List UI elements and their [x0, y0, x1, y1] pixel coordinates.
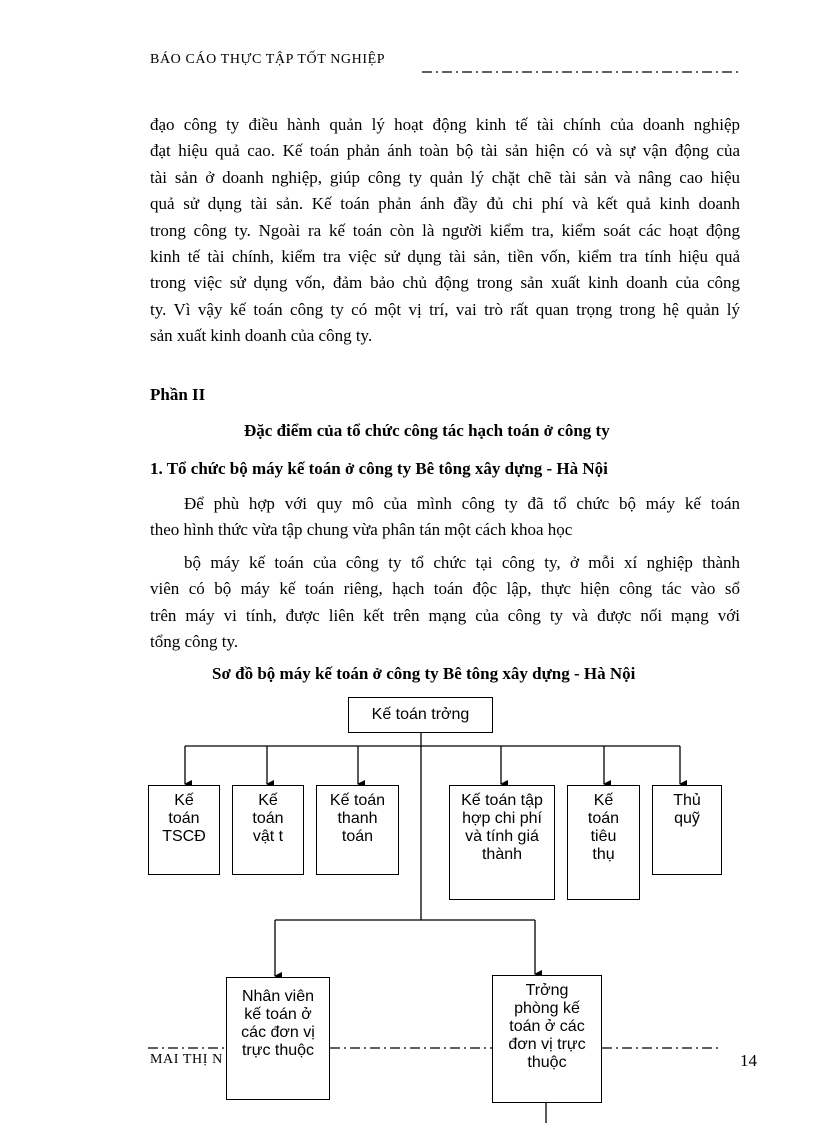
part-heading: Phần II — [150, 385, 206, 404]
org-box-line: Nhân viên — [241, 988, 315, 1005]
paragraph-2 — [150, 491, 740, 544]
org-box-sales — [567, 785, 640, 900]
paragraph-3 — [150, 550, 740, 656]
text-line: trong việc sử dụng vốn, đảm bảo chủ động trong sản xuất kinh doanh của công — [150, 273, 740, 293]
diagram-title: Sơ đồ bộ máy kế toán ở công ty Bê tông xây dựng - Hà Nội — [212, 664, 636, 683]
org-box-materials — [232, 785, 304, 875]
org-box-line: thanh — [337, 810, 378, 827]
org-box-line: vật t — [252, 828, 284, 845]
org-box-line: thành — [481, 846, 523, 863]
org-box-line: thuộc — [527, 1054, 567, 1071]
org-box-fixed-assets — [148, 785, 220, 875]
text-line: theo hình thức vừa tập chung vừa phân tán một cách khoa học — [150, 520, 573, 540]
org-box-line: Kế toán tập — [461, 792, 543, 809]
text-line: tài sản ở doanh nghiệp, giúp công ty quản lý chặt chẽ tài sản và nâng cao hiệu — [150, 167, 740, 187]
org-box-unit-chief — [492, 975, 602, 1103]
org-box-unit-accountants — [226, 977, 330, 1100]
org-box-line: và tính giá — [465, 828, 539, 845]
org-box-payment — [316, 785, 399, 875]
text-line: trên máy vi tính, được liên kết trên mạng của công ty và được nối mạng với — [150, 605, 740, 625]
org-box-line: các đơn vị — [241, 1024, 315, 1041]
text-line: Để phù hợp với quy mô của mình công ty đã tổ chức bộ máy kế toán — [184, 494, 740, 513]
text-line: quả sử dụng tài sản. Kế toán phản ánh đầy đủ chi phí và kết quả kinh doanh — [150, 194, 740, 214]
text-line: viên có bộ máy kế toán riêng, hạch toán độc lập, thực hiện công tác vào sổ — [150, 579, 740, 599]
text-line: bộ máy kế toán của công ty tổ chức tại công ty, ở mỗi xí nghiệp thành — [184, 553, 740, 572]
org-box-line: Kế toán — [329, 792, 386, 809]
org-box-line: kế toán ở — [244, 1006, 312, 1023]
intro-paragraph — [150, 112, 740, 350]
page-number: 14 — [740, 1051, 757, 1070]
org-box-cashier — [652, 785, 722, 875]
org-box-line: Kế — [593, 792, 614, 809]
org-box-line: phòng kế — [514, 1000, 580, 1017]
org-box-line: toán — [587, 810, 620, 827]
org-box-line: toán ở các — [509, 1018, 585, 1035]
running-header-title: BÁO CÁO THỰC TẬP TỐT NGHIỆP — [150, 52, 386, 67]
text-line: ty. Vì vậy kế toán công ty có một vị trí, vai trò rất quan trọng trong hệ quản lý — [150, 299, 740, 319]
org-box-label: Kế toán trởng — [371, 706, 470, 723]
text-line: kinh tế tài chính, kiểm tra việc sử dụng tài sản, tiền vốn, kiểm tra tính hiệu quả — [150, 247, 740, 267]
org-box-line: thụ — [592, 846, 615, 863]
org-box-line: toán — [168, 810, 200, 827]
org-box-line: Trởng — [525, 982, 569, 999]
org-box-line: toán — [341, 828, 374, 845]
org-box-line: trực thuộc — [241, 1042, 315, 1059]
text-line: trong công ty. Ngoài ra kế toán còn là người kiểm tra, kiểm soát các hoạt động — [150, 220, 740, 240]
org-box-line: toán — [252, 810, 284, 827]
text-line: đạt hiệu quả cao. Kế toán phản ánh toàn bộ tài sản hiện có và sự vận động của — [150, 141, 740, 161]
org-box-chief-accountant — [348, 697, 493, 733]
org-box-line: Kế — [174, 792, 194, 809]
footer-author-name: MAI THỊ N — [150, 1052, 223, 1067]
subsection-title: 1. Tổ chức bộ máy kế toán ở công ty Bê tông xây dựng - Hà Nội — [150, 459, 608, 478]
text-line: đạo công ty điều hành quản lý hoạt động kinh tế tài chính của doanh nghiệp — [150, 115, 740, 134]
text-line: tổng công ty. — [150, 632, 239, 652]
org-box-line: Thủ — [673, 792, 701, 809]
org-box-line: đơn vị trực — [508, 1036, 586, 1053]
org-box-cost-aggregation — [449, 785, 555, 900]
text-line: sản xuất kinh doanh của công ty. — [150, 326, 373, 346]
org-box-line: TSCĐ — [162, 828, 206, 845]
section-title: Đặc điểm của tổ chức công tác hạch toán ở công ty — [244, 421, 610, 440]
org-box-line: hợp chi phí — [462, 810, 542, 827]
org-box-line: Kế — [258, 792, 278, 809]
org-box-line: quỹ — [674, 810, 700, 827]
org-box-line: tiêu — [590, 828, 617, 845]
